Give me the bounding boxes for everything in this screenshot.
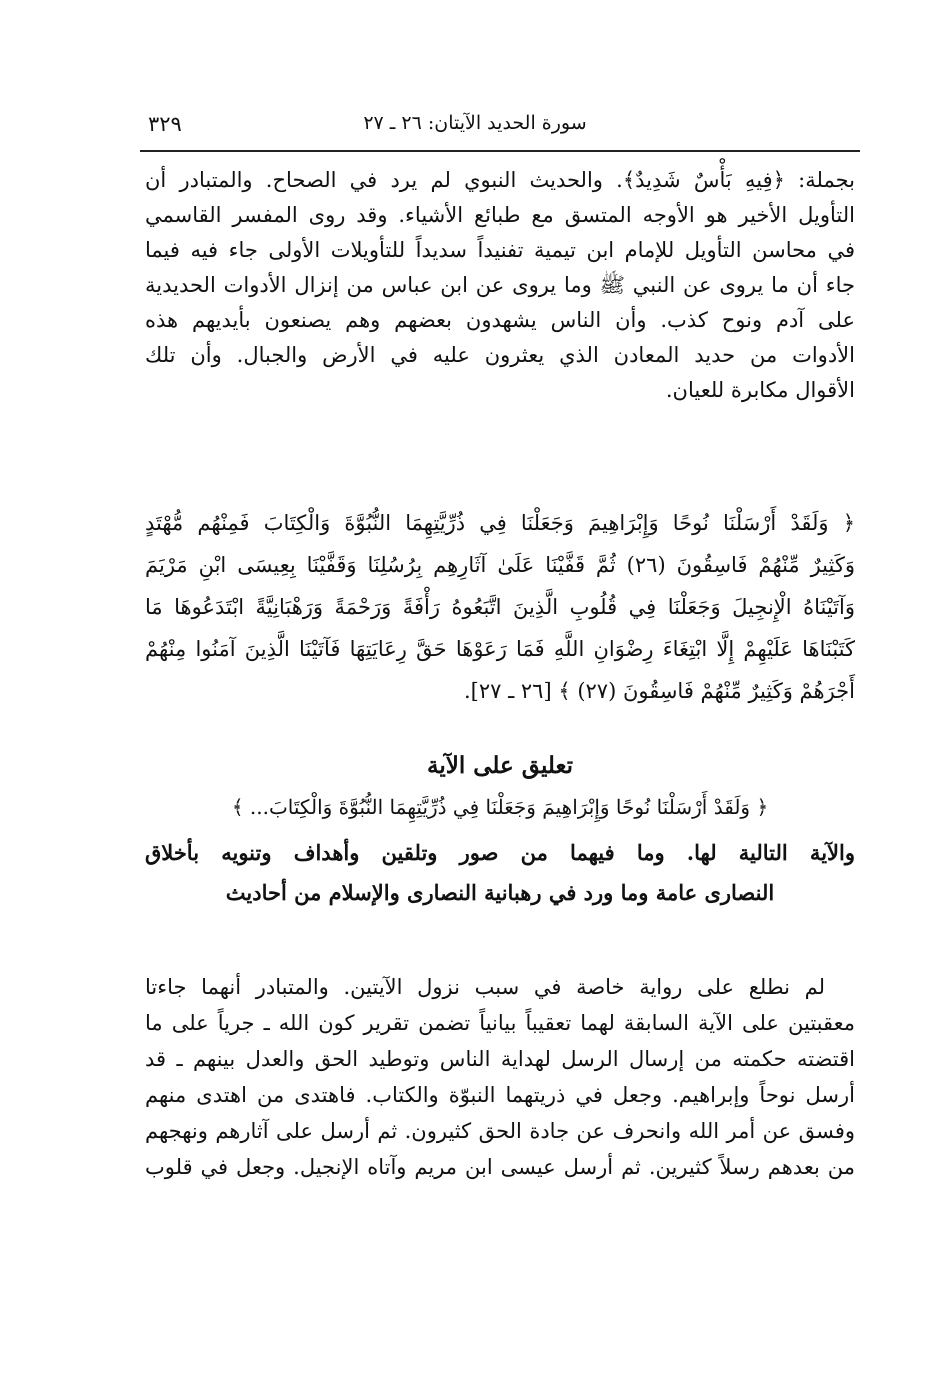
section-verse: ﴿ وَلَقَدْ أَرْسَلْنَا نُوحًا وَإِبْرَاهِيمَ وَجَعَلْنَا فِي ذُرِّيَّتِهِمَا النُّبُوَّةَ وَالْكِتَابَ... ﴾ — [231, 795, 769, 819]
text-line: الأدوات من حديد المعادن الذي يعثرون عليه في الأرض والجبال. وأن تلك — [145, 343, 855, 367]
verse-line: وَكَثِيرٌ مِّنْهُمْ فَاسِقُونَ (٢٦) ثُمَّ قَفَّيْنَا عَلَىٰ آثَارِهِم بِرُسُلِنَا وَقَفَّيْنَا بِعِيسَى ابْنِ مَرْيَمَ — [145, 553, 855, 577]
text-line: أرسل نوحاً وإبراهيم. وجعل في ذريتهما النبوّة والكتاب. فاهتدى من اهتدى منهم — [145, 1083, 855, 1107]
text-line: وفسق عن أمر الله وانحرف عن جادة الحق كثيرون. ثم أرسل على آثارهم ونهجهم — [145, 1119, 855, 1143]
verse-line: أَجْرَهُمْ وَكَثِيرٌ مِّنْهُمْ فَاسِقُونَ (٢٧) ﴾ [٢٦ ـ ٢٧]. — [463, 679, 855, 703]
text-line: التأويل الأخير هو الأوجه المتسق مع طبائع الأشياء. وقد روى المفسر القاسمي — [145, 203, 855, 227]
text-line: اقتضته حكمته من إرسال الرسل لهداية الناس وتوطيد الحق والعدل بينهم ـ قد — [145, 1047, 855, 1071]
text-line: في محاسن التأويل للإمام ابن تيمية تفنيداً سديداً للتأويلات الأولى جاء فيه فيما — [145, 238, 855, 262]
section-heading: تعليق على الآية — [427, 752, 573, 779]
page-number: ٣٢٩ — [148, 112, 182, 136]
text-line: من بعدهم رسلاً كثيرين. ثم أرسل عيسى ابن مريم وآتاه الإنجيل. وجعل في قلوب — [145, 1155, 855, 1179]
verse-line: وَآتَيْنَاهُ الْإِنجِيلَ وَجَعَلْنَا فِي قُلُوبِ الَّذِينَ اتَّبَعُوهُ رَأْفَةً وَرَحْمَةً وَرَهْبَانِيَّةً ابْتَدَعُوهَا مَا — [145, 595, 855, 619]
text-line: معقبتين على الآية السابقة لهما تعقيباً بيانياً تضمن تقرير كون الله ـ جرياً على ما — [145, 1011, 855, 1035]
section-subtitle: والآية التالية لها. وما فيهما من صور وتلقين وأهداف وتنويه بأخلاق — [145, 840, 855, 865]
text-line: الأقوال مكابرة للعيان. — [665, 378, 855, 402]
running-header: سورة الحديد الآيتان: ٢٦ ـ ٢٧ — [363, 112, 587, 134]
text-line: بجملة: ﴿فِيهِ بَأْسٌ شَدِيدٌ﴾. والحديث النبوي لم يرد في الصحاح. والمتبادر أن — [145, 168, 855, 192]
header-rule — [140, 150, 860, 152]
section-subtitle: النصارى عامة وما ورد في رهبانية النصارى والإسلام من أحاديث — [225, 880, 775, 905]
text-line: جاء أن ما يروى عن النبي ﷺ وما يروى عن ابن عباس من إنزال الأدوات الحديدية — [145, 273, 855, 297]
text-line: على آدم ونوح كذب. وأن الناس يشهدون بعضهم وهم يصنعون بأيديهم هذه — [145, 308, 855, 332]
verse-line: ﴿ وَلَقَدْ أَرْسَلْنَا نُوحًا وَإِبْرَاهِيمَ وَجَعَلْنَا فِي ذُرِّيَّتِهِمَا النُّبُوَّةَ وَالْكِتَابَ فَمِنْهُم مُّهْتَدٍ — [145, 511, 855, 535]
verse-line: كَتَبْنَاهَا عَلَيْهِمْ إِلَّا ابْتِغَاءَ رِضْوَانِ اللَّهِ فَمَا رَعَوْهَا حَقَّ رِعَايَتِهَا فَآتَيْنَا الَّذِينَ آمَنُوا مِنْهُمْ — [145, 637, 855, 661]
text-line: لم نطلع على رواية خاصة في سبب نزول الآيتين. والمتبادر أنهما جاءتا — [145, 975, 825, 999]
